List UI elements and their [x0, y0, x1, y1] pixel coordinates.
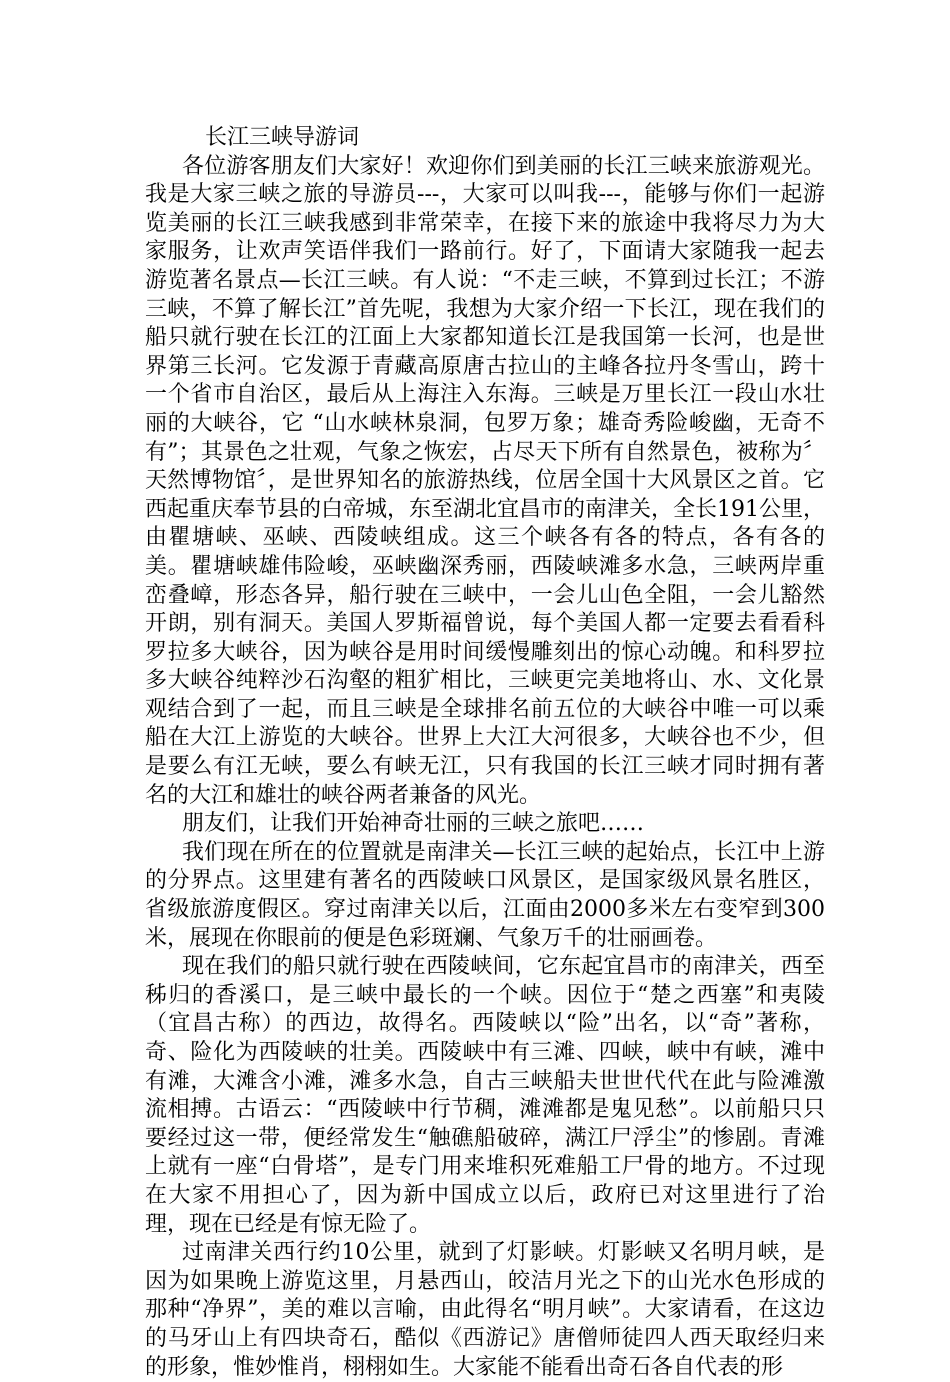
paragraph-nanjinguan: 我们现在所在的位置就是南津关—长江三峡的起始点，长江中上游的分界点。这里建有著名的西陵峡口风景区，是国家级风景名胜区，省级旅游度假区。穿过南津关以后，江面由2000多米左右变窄到300米，展现在你眼前的便是色彩斑斓、气象万千的壮丽画卷。 [145, 839, 825, 951]
paragraph-xilingxia: 现在我们的船只就行驶在西陵峡间，它东起宜昌市的南津关，西至秭归的香溪口，是三峡中最长的一个峡。因位于“楚之西塞”和夷陵（宜昌古称）的西边，故得名。西陵峡以“险”出名，以“奇”著称，奇、险化为西陵峡的壮美。西陵峡中有三滩、四峡，峡中有峡，滩中有滩，大滩含小滩，滩多水急，自古三峡船夫世世代代在此与险滩激流相搏。古语云：“西陵峡中行节稠，滩滩都是鬼见愁”。以前船只只要经过这一带，便经常发生“触礁船破碎，满江尸浮尘”的惨剧。青滩上就有一座“白骨塔”，是专门用来堆积死难船工尸骨的地方。不过现在大家不用担心了，因为新中国成立以后，政府已对这里进行了治理，现在已经是有惊无险了。 [145, 954, 825, 1237]
paragraph-dengyingxia: 过南津关西行约10公里，就到了灯影峡。灯影峡又名明月峡，是因为如果晚上游览这里，月悬西山，皎洁月光之下的山光水色形成的那种“净界”，美的难以言喻，由此得名“明月峡”。大家请看，在这边的马牙山上有四块奇石，酷似《西游记》唐僧师徒四人西天取经归来的形象，惟妙惟肖，栩栩如生。大家能不能看出奇石各自代表的形 [145, 1240, 825, 1380]
paragraph-intro: 各位游客朋友们大家好！欢迎你们到美丽的长江三峡来旅游观光。我是大家三峡之旅的导游员---，大家可以叫我---，能够与你们一起游览美丽的长江三峡我感到非常荣幸，在接下来的旅途中我将尽力为大家服务，让欢声笑语伴我们一路前行。好了，下面请大家随我一起去游览著名景点—长江三峡。有人说：“不走三峡，不算到过长江；不游三峡，不算了解长江”首先呢，我想为大家介绍一下长江，现在我们的船只就行驶在长江的江面上大家都知道长江是我国第一长河，也是世界第三长河。它发源于青藏高原唐古拉山的主峰各拉丹冬雪山，跨十一个省市自治区，最后从上海注入东海。三峡是万里长江一段山水壮丽的大峡谷，它 “山水峡林泉洞，包罗万象；雄奇秀险峻幽，无奇不有”；其景色之壮观，气象之恢宏，占尽天下所有自然景色，被称为〞天然博物馆〞，是世界知名的旅游热线，位居全国十大风景区之首。它西起重庆奉节县的白帝城，东至湖北宜昌市的南津关，全长191公里，由瞿塘峡、巫峡、西陵峡组成。这三个峡各有各的特点，各有各的美。瞿塘峡雄伟险峻，巫峡幽深秀丽，西陵峡滩多水急，三峡两岸重峦叠嶂，形态各异，船行驶在三峡中，一会儿山色全阻，一会儿豁然开朗，别有洞天。美国人罗斯福曾说，每个美国人都一定要去看看科罗拉多大峡谷，因为峡谷是用时间缓慢雕刻出的惊心动魄。和科罗拉多大峡谷纯粹沙石沟壑的粗犷相比，三峡更完美地将山、水、文化景观结合到了一起，而且三峡是全球排名前五位的大峡谷中唯一可以乘船在大江上游览的大峡谷。世界上大江大河很多，大峡谷也不少，但是要么有江无峡，要么有峡无江，只有我国的长江三峡才同时拥有著名的大江和雄壮的峡谷两者兼备的风光。 [145, 153, 825, 808]
paragraph-journey-start: 朋友们，让我们开始神奇壮丽的三峡之旅吧…… [182, 811, 645, 837]
document-page [145, 124, 825, 1382]
document-title: 长江三峡导游词 [205, 125, 360, 150]
